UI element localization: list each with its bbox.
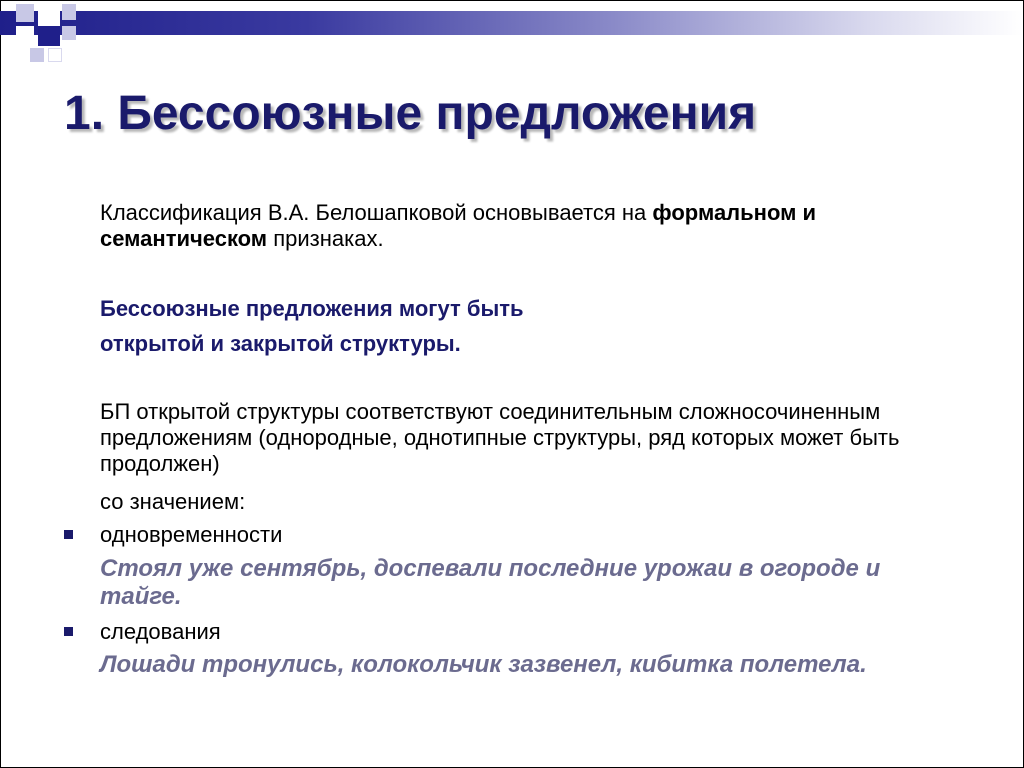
example-2: Лошади тронулись, колокольчик зазвенел, кибитка полетела.	[100, 651, 867, 678]
slide-title: 1. Бессоюзные предложения	[64, 87, 757, 140]
open-structure-text: БП открытой структуры соответствуют соединительным сложносочиненным предложениям (однородные, однотипные структуры, ряд которых может быть продолжен)	[100, 399, 900, 476]
bullet-label-2: следования	[100, 619, 221, 644]
decor-square	[38, 4, 60, 26]
example-1: Стоял уже сентябрь, доспевали последние урожаи в огороде и тайге.	[100, 555, 881, 610]
intro-text-1: Классификация В.А. Белошапковой основывается на	[100, 200, 653, 225]
intro-text-2: признаках.	[267, 226, 384, 251]
decor-square	[38, 26, 60, 46]
intro-bold: формальном и семантическом	[100, 200, 817, 251]
decor-square	[16, 26, 34, 46]
highlight-line-2: открытой и закрытой структуры.	[100, 331, 461, 356]
bullet-square-icon	[64, 530, 73, 539]
decor-square	[62, 26, 76, 40]
bullet-square-icon	[64, 627, 73, 636]
decor-square	[62, 4, 76, 20]
intro-paragraph	[100, 200, 920, 252]
decor-square	[48, 48, 62, 62]
highlight-line-1: Бессоюзные предложения могут быть	[100, 296, 524, 321]
decor-square	[16, 4, 34, 22]
decor-square	[30, 48, 44, 62]
bullet-label-1: одновременности	[100, 522, 283, 547]
meaning-label: со значением:	[100, 489, 246, 514]
header-band	[0, 11, 1022, 35]
